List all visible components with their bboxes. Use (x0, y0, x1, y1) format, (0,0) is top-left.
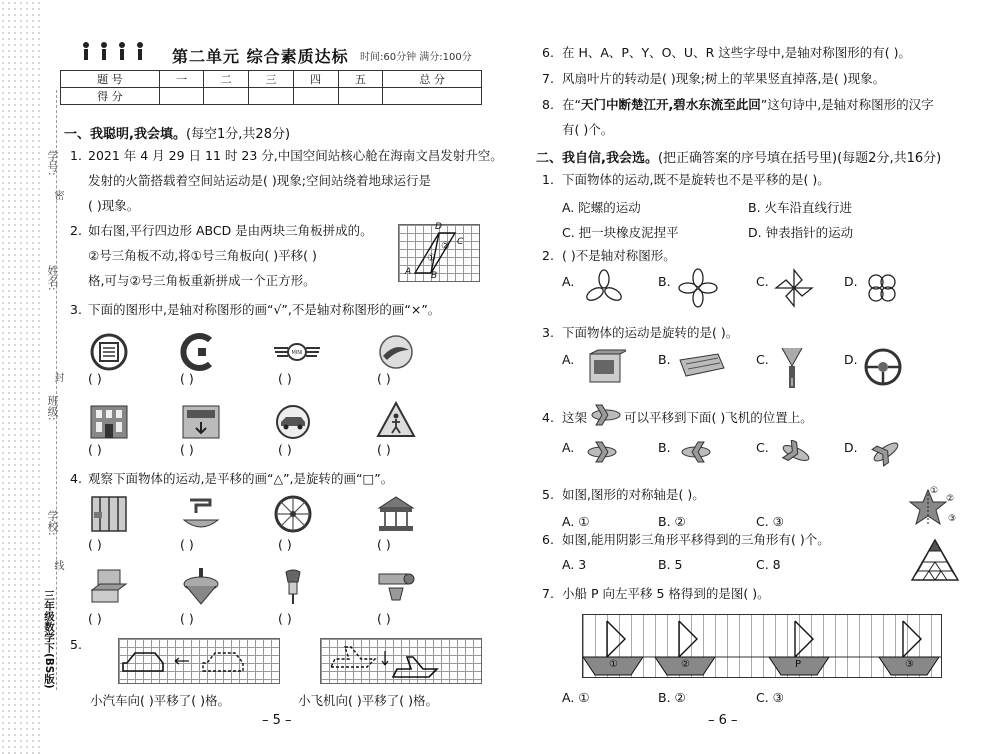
c2-option-b[interactable]: B. (658, 274, 671, 289)
q3-blank-6[interactable]: ( ) (180, 442, 194, 457)
window-icon (88, 494, 130, 534)
triangle-grid-icon (910, 538, 960, 582)
score-header: 二 (204, 71, 249, 88)
c7-number: 7. (542, 586, 554, 601)
boat-label-3: ③ (905, 659, 914, 670)
q6-number: 6. (542, 45, 554, 60)
c6-option-b[interactable]: B. 5 (658, 557, 683, 572)
q3-blank-1[interactable]: ( ) (88, 371, 102, 386)
three-petal-icon (584, 268, 624, 308)
q4-blank-1[interactable]: ( ) (88, 537, 102, 552)
q6-text: 在 H、A、P、Y、O、U、R 这些字母中,是轴对称图形的有( )。 (562, 45, 911, 60)
plane-grid (320, 638, 482, 684)
q3-blank-7[interactable]: ( ) (278, 442, 292, 457)
q4-blank-2[interactable]: ( ) (180, 537, 194, 552)
q4-blank-7[interactable]: ( ) (278, 611, 292, 626)
oven-icon (586, 348, 626, 388)
c4-option-a[interactable]: A. (562, 440, 575, 455)
c7-text: 小船 P 向左平移 5 格得到的是图( )。 (562, 586, 770, 601)
q4-blank-3[interactable]: ( ) (278, 537, 292, 552)
airplane-option-b-icon (678, 440, 714, 464)
q5-number: 5. (70, 637, 82, 652)
drawer-icon (88, 566, 130, 606)
score-header: 题 号 (61, 71, 160, 88)
airplane-option-a-icon (584, 440, 620, 464)
q4-blank-4[interactable]: ( ) (377, 537, 391, 552)
star-label-2: ② (946, 494, 955, 504)
star-label-3: ③ (948, 514, 957, 524)
q7-text: 风扇叶片的转动是( )现象;树上的苹果竖直掉落,是( )现象。 (562, 71, 886, 86)
score-header: 总 分 (383, 71, 482, 88)
faucet-icon (180, 494, 222, 534)
q3-blank-4[interactable]: ( ) (377, 371, 391, 386)
class-label: 班级: (46, 395, 59, 421)
label-c: C (457, 237, 464, 247)
q4-blank-5[interactable]: ( ) (88, 611, 102, 626)
name-label: 姓名: (46, 265, 59, 291)
q1-line3: ( )现象。 (88, 198, 140, 213)
label-a: A (405, 267, 412, 277)
c3-option-c[interactable]: C. (756, 352, 769, 367)
student-id-label: 学号: (46, 150, 59, 176)
c2-number: 2. (542, 248, 554, 263)
q2-line3: 格,可与②号三角板重新拼成一个正方形。 (88, 273, 316, 288)
page-title: 第二单元 综合素质达标 (172, 47, 349, 66)
book-label: 三年级数学下(BS版) (43, 590, 55, 689)
q8-line2: 有( )个。 (562, 122, 614, 137)
car-grid (118, 638, 280, 684)
q2-line1: 如右图,平行四边形 ABCD 是由两块三角板拼成的。 (88, 223, 373, 238)
c6-text: 如图,能用阴影三角形平移得到的三角形有( )个。 (562, 532, 830, 547)
q5-car-text: 小汽车向( )平移了( )格。 (90, 693, 230, 708)
c4-option-d[interactable]: D. (844, 440, 858, 455)
pinwheel-icon (772, 266, 816, 310)
q2-number: 2. (70, 223, 82, 238)
c5-number: 5. (542, 487, 554, 502)
score-header: 五 (338, 71, 383, 88)
cut-label-2: 封 (52, 372, 63, 382)
airplane-icon (588, 403, 624, 427)
cut-label-3: 线 (52, 560, 63, 570)
wheel-icon (272, 494, 314, 534)
c4-option-b[interactable]: B. (658, 440, 671, 455)
c6-option-a[interactable]: A. 3 (562, 557, 587, 572)
boat-label-p: P (795, 659, 802, 670)
q3-number: 3. (70, 302, 82, 317)
zipper-icon (778, 346, 808, 390)
c5-option-c[interactable]: C. ③ (756, 514, 784, 529)
q4-number: 4. (70, 471, 82, 486)
q4-text: 观察下面物体的运动,是平移的画“△”,是旋转的画“□”。 (88, 471, 394, 486)
score-row-label: 得 分 (61, 88, 160, 105)
q2-line2: ②号三角板不动,将①号三角板向( )平移( ) (88, 248, 317, 263)
c5-text: 如图,图形的对称轴是( )。 (562, 487, 705, 502)
c1-option-a[interactable]: A. 陀螺的运动 (562, 200, 641, 215)
score-cell[interactable] (204, 88, 249, 105)
c5-option-a[interactable]: A. ① (562, 514, 590, 529)
svg-text:MINI: MINI (291, 350, 303, 356)
score-header: 一 (159, 71, 204, 88)
q3-blank-2[interactable]: ( ) (180, 371, 194, 386)
sign-icon (180, 402, 222, 442)
q4-blank-6[interactable]: ( ) (180, 611, 194, 626)
page-number-right: – 6 – (708, 713, 738, 728)
section-2-header: 二、我自信,我会选。(把正确答案的序号填在括号里)(每题2分,共16分) (536, 151, 942, 166)
c3-option-a[interactable]: A. (562, 352, 575, 367)
c3-option-d[interactable]: D. (844, 352, 858, 367)
c2-text: ( )不是轴对称图形。 (562, 248, 676, 263)
c1-option-b[interactable]: B. 火车沿直线行进 (748, 200, 853, 215)
q4-blank-8[interactable]: ( ) (377, 611, 391, 626)
q8-number: 8. (542, 97, 554, 112)
score-table (60, 70, 482, 105)
label-d: D (435, 222, 442, 232)
c3-number: 3. (542, 325, 554, 340)
keyboard-icon (678, 350, 726, 380)
right-page (500, 0, 1000, 754)
c1-text: 下面物体的运动,既不是旋转也不是平移的是( )。 (562, 172, 830, 187)
carousel-icon (375, 494, 417, 534)
c2-option-d[interactable]: D. (844, 274, 858, 289)
c6-number: 6. (542, 532, 554, 547)
boat-label-1: ① (609, 659, 618, 670)
c4-post: 可以平移到下面( )飞机的位置上。 (624, 410, 813, 425)
page-number-left: – 5 – (262, 713, 292, 728)
q3-blank-8[interactable]: ( ) (377, 442, 391, 457)
steering-wheel-icon (862, 346, 904, 388)
score-cell[interactable] (293, 88, 338, 105)
q3-text: 下面的图形中,是轴对称图形的画“√”,不是轴对称图形的画“×”。 (88, 302, 441, 317)
q3-blank-5[interactable]: ( ) (88, 442, 102, 457)
c1-option-c[interactable]: C. 把一块橡皮泥捏平 (562, 225, 679, 240)
cut-label-1: 密 (52, 190, 63, 200)
boat-grid (582, 614, 942, 678)
c4-pre: 这架 (562, 410, 588, 425)
score-header: 三 (249, 71, 294, 88)
parallelogram-grid (398, 224, 480, 282)
pedestrian-sign-icon (375, 400, 417, 440)
pipette-icon (272, 566, 314, 606)
four-petal-icon (678, 268, 718, 308)
kids-logo-icon (78, 40, 156, 66)
building-icon (88, 402, 130, 442)
clover-icon (862, 268, 902, 308)
c4-number: 4. (542, 410, 554, 425)
c1-option-d[interactable]: D. 钟表指针的运动 (748, 225, 854, 240)
dot-pattern (0, 0, 40, 754)
c6-option-c[interactable]: C. 8 (756, 557, 781, 572)
airplane-option-c-icon (778, 440, 814, 466)
score-cell[interactable] (159, 88, 204, 105)
q3-blank-3[interactable]: ( ) (278, 371, 292, 386)
c7-option-b[interactable]: B. ② (658, 690, 686, 705)
label-2: ② (441, 241, 450, 252)
q1-line1: 2021 年 4 月 29 日 11 时 23 分,中国空间站核心舱在海南文昌发射升空。 (88, 148, 503, 163)
c2-option-c[interactable]: C. (756, 274, 769, 289)
q7-number: 7. (542, 71, 554, 86)
q8-line1: 在“天门中断楚江开,碧水东流至此回”这句诗中,是轴对称图形的汉字 (562, 97, 934, 112)
c4-option-c[interactable]: C. (756, 440, 769, 455)
school-label: 学校: (46, 510, 59, 536)
section-1-header: 一、我聪明,我会填。(每空1分,共28分) (64, 127, 291, 142)
c1-number: 1. (542, 172, 554, 187)
car-badge-icon (272, 402, 314, 442)
c5-option-b[interactable]: B. ② (658, 514, 686, 529)
q5-plane-text: 小飞机向( )平移了( )格。 (298, 693, 438, 708)
stapler-icon (375, 566, 417, 606)
c7-option-c[interactable]: C. ③ (756, 690, 784, 705)
score-cell[interactable] (338, 88, 383, 105)
score-header: 四 (293, 71, 338, 88)
exam-meta: 时间:60分钟 满分:100分 (360, 52, 472, 63)
airplane-option-d-icon (868, 436, 904, 468)
boat-label-2: ② (681, 659, 690, 670)
label-b: B (431, 271, 438, 281)
star-label-1: ① (930, 486, 939, 496)
c2-option-a[interactable]: A. (562, 274, 575, 289)
spinning-top-icon (180, 566, 222, 606)
score-cell[interactable] (249, 88, 294, 105)
q1-line2: 发射的火箭搭载着空间站运动是( )现象;空间站绕着地球运行是 (88, 173, 431, 188)
c3-option-b[interactable]: B. (658, 352, 671, 367)
label-1: ① (427, 253, 436, 264)
c3-text: 下面物体的运动是旋转的是( )。 (562, 325, 739, 340)
c7-option-a[interactable]: A. ① (562, 690, 590, 705)
q1-number: 1. (70, 148, 82, 163)
score-cell[interactable] (383, 88, 482, 105)
